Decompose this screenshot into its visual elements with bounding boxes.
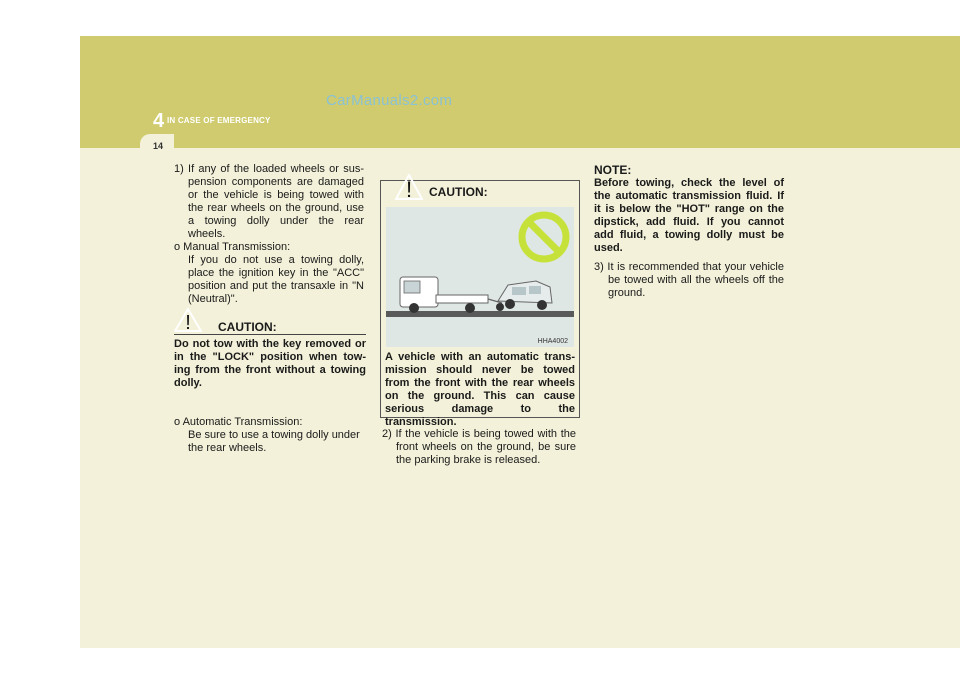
page-number: 14 xyxy=(153,141,164,151)
left-caution-header xyxy=(174,308,366,334)
svg-text:!: ! xyxy=(185,312,191,332)
header-band xyxy=(80,36,960,148)
note-text: Before towing, check the level of the automatic transmission fluid. If it is below the "HOT" range on the dipstick, add fluid. If you cannot add fluid, a towing dolly must be used. xyxy=(594,177,784,254)
automatic-transmission-text: Be sure to use a towing dolly under the rear wheels. xyxy=(188,429,360,454)
chapter-title: IN CASE OF EMERGENCY xyxy=(167,116,271,125)
svg-text:!: ! xyxy=(405,177,413,200)
left-caution-rule xyxy=(174,334,366,390)
step-1-text: 1) If any of the loaded wheels or sus- pension components are damaged or the vehicle is being towed with the rear wheels on the ground, use a towing dolly under the rear wheels. xyxy=(174,163,364,240)
note-title: NOTE: xyxy=(594,163,632,177)
left-caution-text: Do not tow with the key removed or in the "LOCK" position when tow- ing from the front without a towing dolly. xyxy=(174,338,366,389)
right-column xyxy=(594,164,784,300)
illustration-code: HHA4002 xyxy=(537,338,568,345)
middle-caution-text: A vehicle with an automatic trans- mission should never be towed from the front with the rear wheels on the ground. This can cause serious damage to the transmission. xyxy=(385,351,575,428)
middle-caution-title: CAUTION: xyxy=(429,185,488,199)
left-column-bottom xyxy=(174,416,364,455)
warning-triangle-icon xyxy=(395,174,423,198)
left-caution-title: CAUTION: xyxy=(218,320,277,334)
chapter-number: 4 xyxy=(153,110,165,132)
watermark[interactable]: CarManuals2.com xyxy=(326,92,453,109)
manual-transmission-text: If you do not use a towing dolly, place the ignition key in the "ACC" position and put the transaxle in "N (Neutral)". xyxy=(188,254,364,305)
middle-caution-box xyxy=(380,177,580,428)
step-3-text: 3) It is recommended that your vehicle be towed with all the wheels off the ground. xyxy=(594,261,784,299)
middle-column-bottom xyxy=(382,428,576,467)
tow-truck-drawing xyxy=(386,207,574,347)
manual-transmission-title: o Manual Transmission: xyxy=(174,241,291,253)
step-2-text: 2) If the vehicle is being towed with the front wheels on the ground, be sure the parking brake is released. xyxy=(382,428,576,466)
left-column xyxy=(174,163,364,306)
towing-illustration xyxy=(386,207,574,347)
warning-triangle-icon xyxy=(174,308,202,332)
automatic-transmission-title: o Automatic Transmission: xyxy=(174,416,303,428)
left-caution xyxy=(174,308,366,390)
